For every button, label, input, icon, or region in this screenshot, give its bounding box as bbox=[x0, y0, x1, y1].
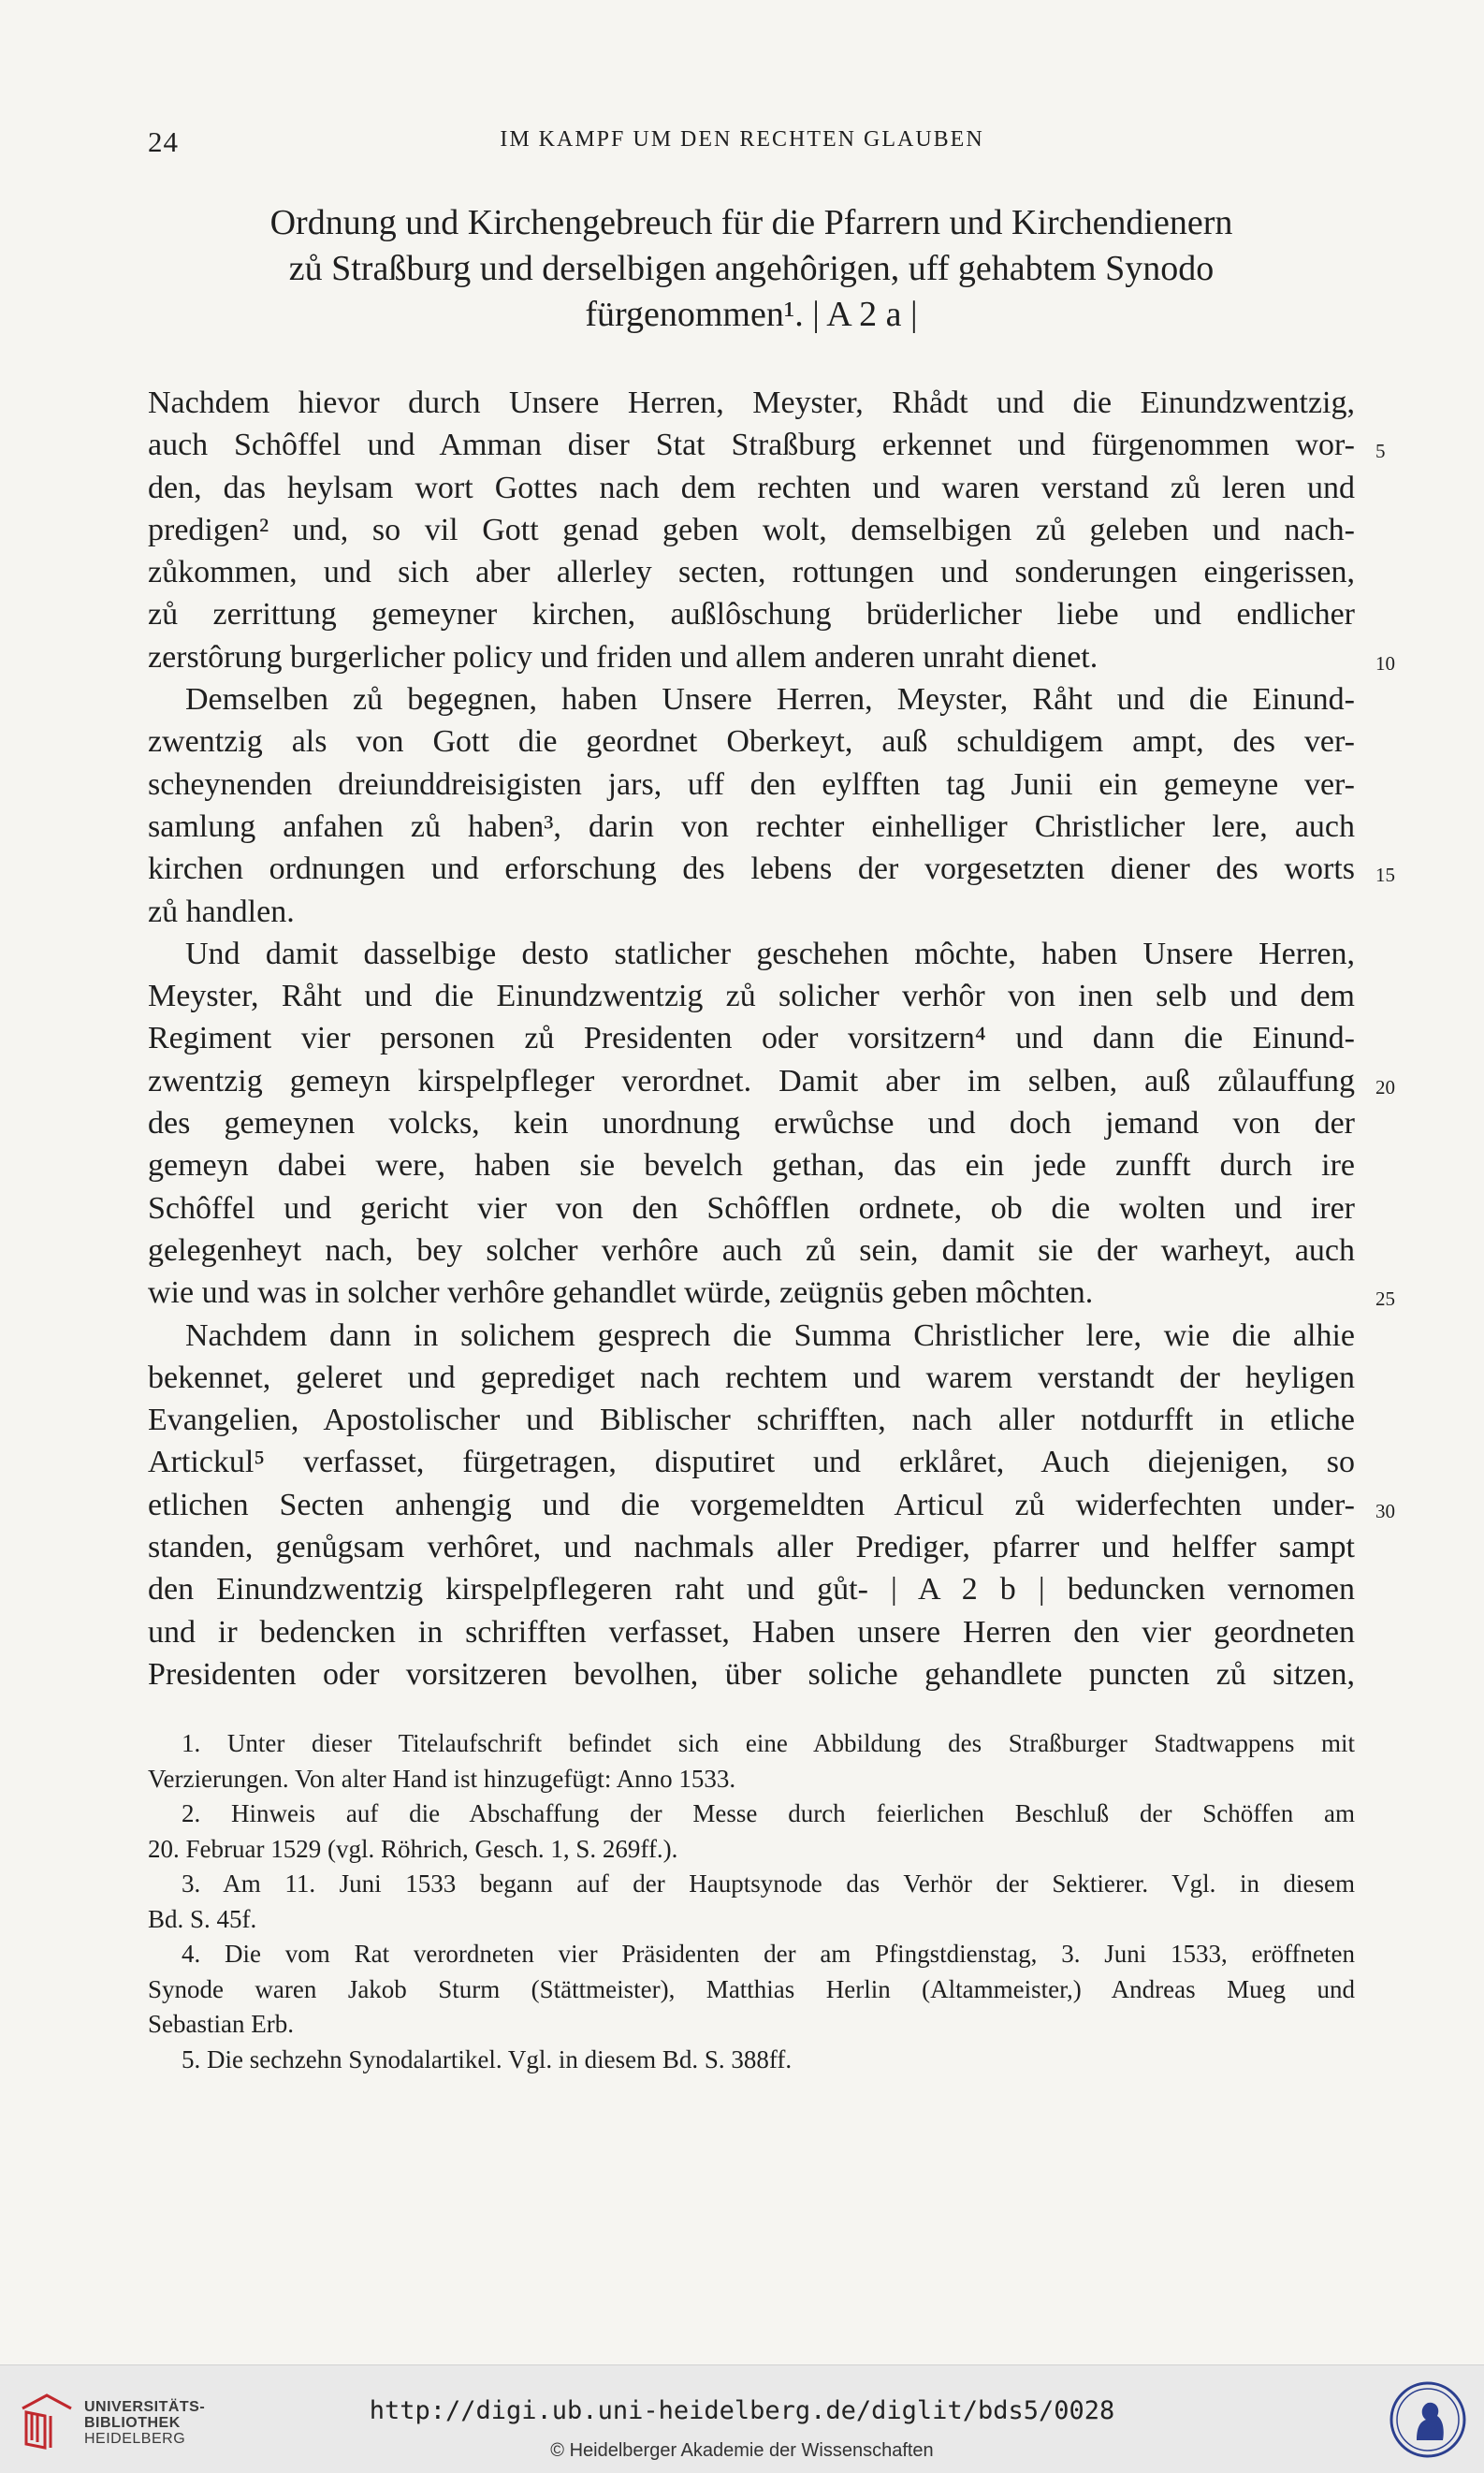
text-line: Regiment vier personen zů Presidenten oder vorsitzern⁴ und dann die Einund- bbox=[148, 1021, 1355, 1056]
line-number: 20 bbox=[1375, 1076, 1395, 1098]
text-line: Schôffel und gericht vier von den Schôfflen ordnete, ob die wolten und irer bbox=[148, 1190, 1355, 1226]
text-line: predigen² und, so vil Gott genad geben wolt, demselbigen zů geleben und nach- bbox=[148, 512, 1355, 547]
library-name-line: BIBLIOTHEK bbox=[84, 2415, 181, 2431]
text-line: Nachdem dann in solichem gesprech die Summa Christlicher lere, wie die alhie bbox=[185, 1317, 1355, 1353]
text-line: zwentzig gemeyn kirspelpfleger verordnet. Damit aber im selben, auß zůlauffung bbox=[148, 1063, 1355, 1098]
footnote-line: 2. Hinweis auf die Abschaffung der Messe durch feierlichen Beschluß der Schöffen am bbox=[182, 1799, 1355, 1827]
title-line: fürgenommen¹. | A 2 a | bbox=[585, 295, 918, 334]
text-line: scheynenden dreiunddreisigisten jars, uff den eylfften tag Junii ein gemeyne ver- bbox=[148, 766, 1355, 802]
text-line: zwentzig als von Gott die geordnet Oberkeyt, auß schuldigem ampt, des ver- bbox=[148, 724, 1355, 760]
footnote-line: Verzierungen. Von alter Hand ist hinzugefügt: Anno 1533. bbox=[148, 1764, 736, 1793]
footnote-line: Synode waren Jakob Sturm (Stättmeister), Matthias Herlin (Altammeister,) Andreas Mueg und bbox=[148, 1974, 1355, 2003]
footnote bbox=[148, 1797, 1355, 1867]
body-text bbox=[148, 382, 1355, 1695]
text-line: zerstôrung burgerlicher policy und friden und allem anderen unraht dienet. bbox=[148, 639, 1098, 675]
footnote bbox=[148, 1867, 1355, 1937]
footnote-line: 3. Am 11. Juni 1533 begann auf der Hauptsynode das Verhör der Sektierer. Vgl. in diesem bbox=[182, 1869, 1355, 1898]
document-title bbox=[178, 200, 1325, 338]
text-line: wie und was in solcher verhôre gehandlet würde, zeügnüs geben môchten. bbox=[148, 1275, 1094, 1311]
text-line: Artickul⁵ verfasset, fürgetragen, disputiret und erklåret, Auch diejenigen, so bbox=[148, 1445, 1355, 1480]
line-number: 30 bbox=[1375, 1500, 1395, 1522]
text-line: Presidenten oder vorsitzeren bevolhen, über soliche gehandlete puncten zů sitzen, bbox=[148, 1656, 1355, 1692]
academy-seal-icon bbox=[1389, 2380, 1467, 2459]
text-line: den, das heylsam wort Gottes nach dem rechten und waren verstand zů leren und bbox=[148, 470, 1355, 505]
text-line: Meyster, Råht und die Einundzwentzig zů solicher verhôr von inen selb und dem bbox=[148, 979, 1355, 1014]
text-line: samlung anfahen zů haben³, darin von rechter einhelliger Christlicher lere, auch bbox=[148, 808, 1355, 844]
footnote-line: Bd. S. 45f. bbox=[148, 1904, 257, 1933]
title-line: Ordnung und Kirchengebreuch für die Pfarrern und Kirchendienern bbox=[269, 203, 1233, 242]
footnote-line: 4. Die vom Rat verordneten vier Präsidenten der am Pfingstdienstag, 3. Juni 1533, eröffneten bbox=[182, 1940, 1355, 1968]
running-head: IM KAMPF UM DEN RECHTEN GLAUBEN bbox=[500, 127, 984, 152]
footnote-line: 5. Die sechzehn Synodalartikel. Vgl. in diesem Bd. S. 388ff. bbox=[182, 2044, 793, 2073]
text-line: zů handlen. bbox=[148, 894, 295, 929]
footnote-line: 20. Februar 1529 (vgl. Röhrich, Gesch. 1, S. 269ff.). bbox=[148, 1834, 678, 1863]
copyright-notice: © Heidelberger Akademie der Wissenschaften bbox=[550, 2440, 934, 2461]
line-number: 15 bbox=[1375, 864, 1395, 886]
text-line: bekennet, geleret und geprediget nach rechtem und warem verstandt der heyligen bbox=[148, 1360, 1355, 1395]
library-name-line: HEIDELBERG bbox=[84, 2431, 186, 2447]
text-line: des gemeynen volcks, kein unordnung erwůchse und doch jemand von der bbox=[148, 1106, 1355, 1142]
text-line: zůkommen, und sich aber allerley secten, rottungen und sonderungen eingerissen, bbox=[148, 555, 1355, 590]
permalink-url[interactable]: http://digi.ub.uni-heidelberg.de/diglit/bds5/0028 bbox=[369, 2396, 1115, 2425]
footnote bbox=[148, 1726, 1355, 1797]
text-line: den Einundzwentzig kirspelpflegeren raht und gůt- | A 2 b | beduncken vernomen bbox=[148, 1572, 1355, 1607]
viewer-footer bbox=[0, 2364, 1484, 2473]
text-line: kirchen ordnungen und erforschung des lebens der vorgesetzten diener des worts bbox=[148, 851, 1355, 887]
text-line: und ir bedencken in schrifften verfasset, Haben unsere Herren den vier geordneten bbox=[148, 1614, 1355, 1650]
text-line: gemeyn dabei were, haben sie bevelch gethan, das ein jede zunfft durch ire bbox=[148, 1148, 1355, 1184]
text-line: auch Schôffel und Amman diser Stat Straßburg erkennet und fürgenommen wor- bbox=[148, 428, 1355, 463]
footnote-line: 1. Unter dieser Titelaufschrift befindet sich eine Abbildung des Straßburger Stadtwappens mit bbox=[182, 1729, 1355, 1757]
footnote-line: Sebastian Erb. bbox=[148, 2010, 294, 2038]
footnotes bbox=[148, 1726, 1355, 2077]
text-line: Evangelien, Apostolischer und Biblischer schrifften, nach aller notdurfft in etliche bbox=[148, 1403, 1355, 1438]
text-line: Demselben zů begegnen, haben Unsere Herren, Meyster, Råht und die Einund- bbox=[185, 682, 1355, 718]
text-line: Und damit dasselbige desto statlicher geschehen môchte, haben Unsere Herren, bbox=[185, 936, 1355, 971]
line-number: 25 bbox=[1375, 1287, 1395, 1310]
library-name-line: UNIVERSITÄTS- bbox=[84, 2399, 206, 2415]
text-line: standen, genůgsam verhôret, und nachmals aller Prediger, pfarrer und helffer sampt bbox=[148, 1530, 1355, 1565]
line-number: 5 bbox=[1375, 440, 1386, 462]
text-line: gelegenheyt nach, bey solcher verhôre auch zů sein, damit sie der warheyt, auch bbox=[148, 1232, 1355, 1268]
text-line: zů zerrittung gemeyner kirchen, außlôschung brüderlicher liebe und endlicher bbox=[148, 597, 1355, 633]
text-line: Nachdem hievor durch Unsere Herren, Meyster, Rhådt und die Einundzwentzig, bbox=[148, 385, 1355, 420]
title-line: zů Straßburg und derselbigen angehôrigen, uff gehabtem Synodo bbox=[288, 249, 1215, 288]
footnote bbox=[148, 2043, 1355, 2078]
line-number: 10 bbox=[1375, 652, 1395, 675]
page-number: 24 bbox=[148, 125, 179, 158]
footnote bbox=[148, 1937, 1355, 2043]
text-line: etlichen Secten anhengig und die vorgemeldten Articul zů widerfechten under- bbox=[148, 1487, 1355, 1522]
